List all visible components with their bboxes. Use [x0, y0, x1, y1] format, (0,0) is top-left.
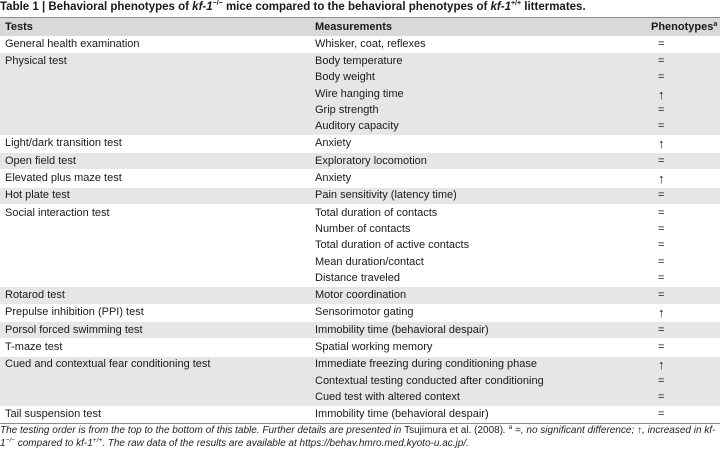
- test-cell: Tail suspension test: [0, 406, 310, 423]
- phenotype-cell: =: [646, 153, 720, 170]
- test-cell: [0, 221, 310, 237]
- table-row: [0, 270, 720, 287]
- header-phenotypes: Phenotypes$^a$: [646, 18, 720, 37]
- measurement-cell: Immediate freezing during conditioning phase: [310, 356, 646, 373]
- phenotype-cell: =: [646, 287, 720, 304]
- table-row: [0, 304, 720, 321]
- measurement-cell: Immobility time (behavioral despair): [310, 322, 646, 339]
- test-cell: General health examination: [5, 37, 140, 50]
- table-row: [0, 187, 720, 204]
- test-cell: Physical test: [0, 53, 310, 70]
- measurement-cell: Sensorimotor gating: [310, 304, 646, 321]
- measurement-cell: Number of contacts: [315, 222, 411, 235]
- measurement-cell: Distance traveled: [315, 271, 400, 284]
- table-row: [0, 406, 720, 423]
- table-row: [0, 36, 720, 53]
- table-row: [0, 170, 720, 187]
- increase-arrow-cell: ↑: [646, 135, 720, 152]
- test-cell: [0, 238, 310, 254]
- test-cell: Porsol forced swimming test: [0, 322, 310, 339]
- measurement-cell: Total duration of contacts: [310, 204, 646, 221]
- gene-name: kf-1: [192, 1, 213, 13]
- test-cell: [0, 270, 310, 287]
- test-cell: T-maze test: [0, 339, 310, 356]
- measurement-cell: Body weight: [310, 70, 646, 86]
- test-cell: Open field test: [0, 153, 310, 170]
- header-tests: Tests: [0, 18, 310, 37]
- table-row: [0, 287, 720, 304]
- table-row: [0, 70, 720, 86]
- test-cell: Rotarod test: [0, 287, 310, 304]
- test-cell: [0, 102, 310, 118]
- measurement-cell: Mean duration/contact: [315, 255, 424, 268]
- phenotype-table: [0, 17, 720, 423]
- measurement-cell: Auditory capacity: [310, 118, 646, 135]
- table-row: [0, 322, 720, 339]
- phenotype-cell: =: [658, 222, 665, 235]
- phenotype-cell: =: [646, 389, 720, 406]
- table-row: [0, 221, 720, 237]
- phenotype-cell: =: [646, 204, 720, 221]
- genotype-superscript: −/−: [212, 0, 223, 7]
- table-row: [0, 204, 720, 221]
- phenotype-cell: =: [646, 339, 720, 356]
- increase-arrow-cell: ↑: [646, 170, 720, 187]
- table-row: [0, 339, 720, 356]
- increase-arrow-cell: ↑: [646, 356, 720, 373]
- test-cell: [0, 254, 310, 270]
- measurement-cell: Pain sensitivity (latency time): [310, 187, 646, 204]
- table-row: [0, 389, 720, 406]
- phenotype-cell: =: [646, 102, 720, 118]
- measurement-cell: Motor coordination: [310, 287, 646, 304]
- test-cell: [0, 389, 310, 406]
- measurement-cell: Wire hanging time: [310, 86, 646, 102]
- table-row: [0, 102, 720, 118]
- table-row: [0, 53, 720, 70]
- measurement-cell: Body temperature: [310, 53, 646, 70]
- measurement-cell: Immobility time (behavioral despair): [310, 406, 646, 423]
- measurement-cell: Whisker, coat, reflexes: [315, 37, 426, 50]
- table-caption: Table 1 | Behavioral phenotypes of kf-1−/− mice compared to the behavioral phenotypes of kf-1+/+ littermates.: [0, 0, 586, 13]
- measurement-cell: Exploratory locomotion: [310, 153, 646, 170]
- increase-arrow-cell: ↑: [646, 86, 720, 102]
- measurement-cell: Cued test with altered context: [310, 389, 646, 406]
- phenotype-cell: =: [658, 271, 665, 284]
- phenotype-cell: =: [658, 239, 665, 252]
- citation-link[interactable]: Tsujimura et al. (2008): [404, 425, 504, 436]
- test-cell: [0, 118, 310, 135]
- table-row: [0, 135, 720, 152]
- measurement-cell: Anxiety: [310, 135, 646, 152]
- table-footnote: The testing order is from the top to the bottom of this table. Further details are presented in Tsujimura et al. (2008). $^a$ =, no significant difference; ↑, increased in kf-1−/− compared to kf-1+/+. The raw data of the results are available at https://behav.hmro.med.kyoto-u.ac.jp/.: [0, 424, 716, 449]
- test-cell: Elevated plus maze test: [0, 170, 310, 187]
- phenotype-cell: =: [646, 373, 720, 389]
- phenotype-cell: =: [646, 322, 720, 339]
- gene-name: kf-1: [490, 1, 511, 13]
- test-cell: [0, 373, 310, 389]
- table-body: [0, 36, 720, 423]
- phenotype-cell: =: [658, 255, 665, 268]
- increase-arrow-cell: ↑: [646, 304, 720, 321]
- test-cell: Prepulse inhibition (PPI) test: [0, 304, 310, 321]
- phenotype-cell: =: [646, 118, 720, 135]
- table-row: [0, 254, 720, 270]
- test-cell: [0, 86, 310, 102]
- test-cell: Social interaction test: [0, 204, 310, 221]
- phenotype-cell: =: [658, 37, 665, 50]
- table-row: [0, 86, 720, 102]
- measurement-cell: Spatial working memory: [310, 339, 646, 356]
- table-row: [0, 153, 720, 170]
- test-cell: Cued and contextual fear conditioning test: [0, 356, 310, 373]
- table-row: [0, 356, 720, 373]
- table-row: [0, 118, 720, 135]
- genotype-superscript: +/+: [510, 0, 522, 7]
- test-cell: Light/dark transition test: [0, 135, 310, 152]
- test-cell: [0, 70, 310, 86]
- phenotype-cell: =: [646, 187, 720, 204]
- phenotype-cell: =: [646, 70, 720, 86]
- header-measurements: Measurements: [310, 18, 646, 37]
- test-cell: Hot plate test: [0, 187, 310, 204]
- table-row: [0, 373, 720, 389]
- phenotype-cell: =: [646, 53, 720, 70]
- header-row: [0, 18, 720, 37]
- table-bottom-rule: [0, 423, 720, 424]
- table-row: [0, 238, 720, 254]
- measurement-cell: Grip strength: [310, 102, 646, 118]
- phenotype-cell: =: [646, 406, 720, 423]
- measurement-cell: Anxiety: [310, 170, 646, 187]
- measurement-cell: Contextual testing conducted after conditioning: [310, 373, 646, 389]
- measurement-cell: Total duration of active contacts: [315, 239, 470, 252]
